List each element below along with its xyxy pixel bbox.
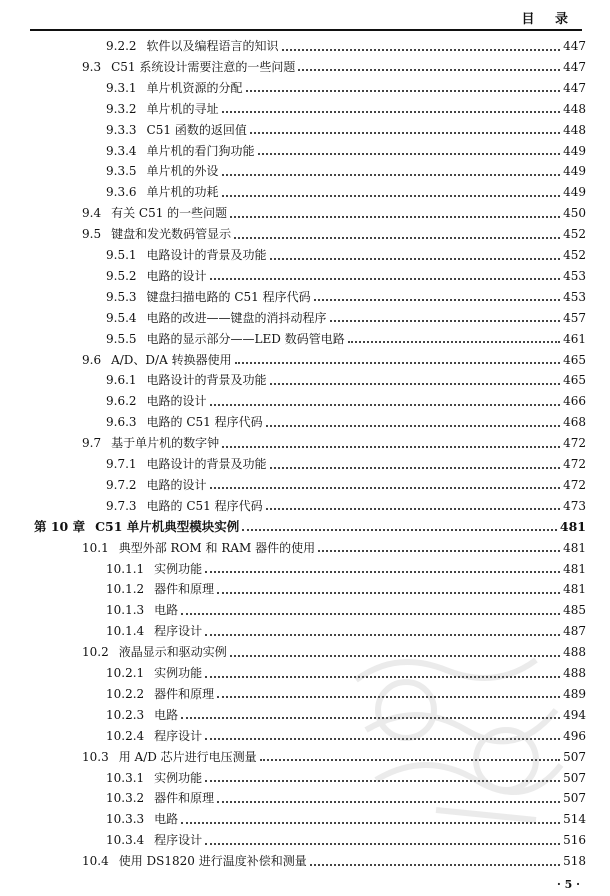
toc-section-entry bbox=[82, 538, 586, 558]
toc-entry-title: 单片机的外设 bbox=[146, 164, 219, 179]
toc-dot-leader bbox=[298, 68, 560, 71]
toc-entry-page: 514 bbox=[563, 812, 586, 827]
toc-entry-number: 10.3 bbox=[82, 749, 109, 764]
toc-dot-leader bbox=[330, 319, 561, 322]
toc-entry-number: 9.3.5 bbox=[106, 164, 137, 179]
toc-entry-page: 472 bbox=[563, 457, 586, 471]
toc-entry-page: 449 bbox=[563, 143, 586, 158]
toc-entry-title: 电路的显示部分——LED 数码管电路 bbox=[146, 331, 345, 346]
toc-entry-number: 10.1 bbox=[82, 540, 109, 555]
toc-entry-page: 453 bbox=[563, 268, 586, 283]
toc-entry-page: 488 bbox=[563, 666, 586, 680]
toc-entry-number: 9.5.4 bbox=[106, 310, 137, 325]
toc-dot-leader bbox=[205, 842, 560, 845]
toc-entry-page: 457 bbox=[563, 310, 586, 325]
toc-dot-leader bbox=[266, 424, 560, 427]
toc-entry-page: 450 bbox=[563, 206, 586, 221]
toc-entry-number: 9.6.2 bbox=[106, 394, 137, 409]
toc-subsection-entry bbox=[106, 370, 586, 390]
toc-subsection-entry bbox=[106, 308, 586, 328]
toc-entry-title: 器件和原理 bbox=[154, 582, 215, 597]
toc-entry-page: 507 bbox=[563, 770, 586, 785]
toc-entry-number: 9.6.3 bbox=[106, 415, 137, 430]
toc-entry-number: 10.1.1 bbox=[106, 561, 145, 576]
toc-entry-page: 447 bbox=[563, 59, 586, 74]
toc-entry-number: 9.6 bbox=[82, 352, 102, 367]
toc-entry-page: 494 bbox=[563, 707, 586, 722]
footer-page-number: · 5 · bbox=[557, 878, 580, 891]
toc-entry-page: 466 bbox=[563, 394, 586, 409]
toc-entry-title: 电路的改进——键盘的消抖动程序 bbox=[146, 310, 327, 325]
toc-dot-leader bbox=[181, 612, 560, 615]
toc-subsection-entry bbox=[106, 579, 586, 599]
toc-entry-title: 程序设计 bbox=[154, 833, 203, 848]
toc-dot-leader bbox=[250, 131, 560, 134]
toc-entry-page: 481 bbox=[559, 518, 586, 534]
toc-chapter-entry bbox=[34, 517, 586, 537]
toc-dot-leader bbox=[266, 507, 560, 510]
toc-subsection-entry bbox=[106, 182, 586, 202]
toc-entry-page: 448 bbox=[563, 101, 586, 116]
toc-entry-number: 10.1.2 bbox=[106, 582, 145, 597]
toc-entry-number: 9.7.1 bbox=[106, 457, 137, 471]
toc-entry-number: 9.3 bbox=[82, 59, 102, 74]
toc-dot-leader bbox=[270, 257, 561, 260]
toc-entry-number: 10.2.4 bbox=[106, 728, 145, 743]
toc-subsection-entry bbox=[106, 559, 586, 579]
toc-dot-leader bbox=[205, 633, 560, 636]
toc-entry-page: 452 bbox=[563, 248, 586, 262]
toc-entry-title: 器件和原理 bbox=[154, 791, 215, 806]
toc-dot-leader bbox=[310, 863, 560, 866]
toc-entry-number: 10.2.3 bbox=[106, 707, 145, 722]
toc-entry-number: 9.5.2 bbox=[106, 268, 137, 283]
toc-entry-number: 9.6.1 bbox=[106, 373, 137, 388]
toc-entry-page: 465 bbox=[563, 373, 586, 388]
toc-entry-title: 程序设计 bbox=[154, 624, 203, 639]
toc-entry-page: 481 bbox=[563, 540, 586, 555]
toc-entry-number: 10.1.3 bbox=[106, 603, 145, 618]
toc-section-entry bbox=[82, 433, 586, 453]
toc-subsection-entry bbox=[106, 245, 586, 265]
toc-entry-page: 516 bbox=[563, 833, 586, 848]
toc-entry-number: 9.3.3 bbox=[106, 122, 137, 137]
toc-entry-title: 使用 DS1820 进行温度补偿和测量 bbox=[118, 854, 307, 869]
toc-entry-page: 481 bbox=[563, 561, 586, 576]
toc-entry-title: 电路的 C51 程序代码 bbox=[146, 415, 263, 430]
toc-entry-title: 实例功能 bbox=[154, 561, 203, 576]
toc-entry-page: 487 bbox=[563, 624, 586, 639]
toc-entry-page: 507 bbox=[563, 749, 586, 764]
toc-subsection-entry bbox=[106, 621, 586, 641]
toc-dot-leader bbox=[318, 549, 560, 552]
toc-dot-leader bbox=[348, 340, 560, 343]
toc-entry-number: 9.5 bbox=[82, 227, 102, 242]
toc-entry-title: 液晶显示和驱动实例 bbox=[118, 645, 227, 660]
toc-entry-title: 键盘扫描电路的 C51 程序代码 bbox=[146, 289, 311, 304]
toc-entry-number: 9.4 bbox=[82, 206, 102, 221]
toc-dot-leader bbox=[314, 298, 560, 301]
toc-entry-title: C51 函数的返回值 bbox=[146, 122, 247, 137]
toc-entry-number: 第 10 章 bbox=[34, 518, 86, 534]
toc-subsection-entry bbox=[106, 266, 586, 286]
header-rule bbox=[30, 29, 582, 31]
toc-entry-page: 452 bbox=[563, 227, 586, 242]
toc-entry-title: 基于单片机的数字钟 bbox=[111, 436, 220, 451]
library-stamp-watermark bbox=[336, 640, 576, 840]
toc-entry-number: 9.7.3 bbox=[106, 498, 137, 513]
toc-entry-title: 电路的设计 bbox=[146, 394, 207, 409]
toc-entry-number: 9.5.1 bbox=[106, 248, 137, 262]
toc-entry-number: 9.2.2 bbox=[106, 39, 137, 53]
toc-entry-number: 10.3.1 bbox=[106, 770, 145, 785]
toc-entry-page: 481 bbox=[563, 582, 586, 597]
toc-dot-leader bbox=[282, 48, 561, 51]
toc-entry-page: 447 bbox=[563, 80, 586, 95]
toc-entry-title: 电路 bbox=[154, 812, 179, 827]
toc-entry-title: 有关 C51 的一些问题 bbox=[111, 206, 228, 221]
toc-entry-page: 472 bbox=[563, 436, 586, 451]
page-header bbox=[0, 0, 610, 30]
toc-entry-title: 实例功能 bbox=[154, 770, 203, 785]
toc-entry-page: 449 bbox=[563, 164, 586, 179]
toc-entry-number: 9.7.2 bbox=[106, 477, 137, 492]
toc-section-entry bbox=[82, 851, 586, 871]
toc-entry-number: 9.5.3 bbox=[106, 289, 137, 304]
toc-entry-page: 485 bbox=[563, 603, 586, 618]
toc-entry-number: 9.3.4 bbox=[106, 143, 137, 158]
toc-entry-number: 10.3.3 bbox=[106, 812, 145, 827]
toc-entry-number: 10.1.4 bbox=[106, 624, 145, 639]
toc-entry-number: 9.3.2 bbox=[106, 101, 137, 116]
toc-dot-leader bbox=[222, 110, 561, 113]
toc-entry-title: 器件和原理 bbox=[154, 686, 215, 701]
header-title: 目 录 bbox=[521, 12, 576, 27]
toc-entry-page: 496 bbox=[563, 728, 586, 743]
toc-entry-title: 典型外部 ROM 和 RAM 器件的使用 bbox=[118, 540, 316, 555]
toc-entry-title: 单片机的看门狗功能 bbox=[146, 143, 255, 158]
toc-entry-title: 电路设计的背景及功能 bbox=[146, 248, 267, 262]
toc-section-entry bbox=[82, 224, 586, 244]
toc-entry-title: 电路 bbox=[154, 707, 179, 722]
toc-entry-title: 程序设计 bbox=[154, 728, 203, 743]
toc-subsection-entry bbox=[106, 475, 586, 495]
toc-section-entry bbox=[82, 57, 586, 77]
toc-entry-number: 10.4 bbox=[82, 854, 109, 869]
toc-entry-page: 449 bbox=[563, 185, 586, 200]
toc-entry-page: 447 bbox=[563, 39, 586, 53]
toc-dot-leader bbox=[210, 277, 561, 280]
toc-dot-leader bbox=[210, 403, 561, 406]
toc-dot-leader bbox=[222, 445, 560, 448]
toc-section-entry bbox=[82, 203, 586, 223]
toc-dot-leader bbox=[270, 466, 561, 469]
toc-subsection-entry bbox=[106, 600, 586, 620]
toc-entry-number: 10.2 bbox=[82, 645, 109, 660]
toc-entry-number: 9.3.6 bbox=[106, 185, 137, 200]
toc-entry-title: 电路设计的背景及功能 bbox=[146, 457, 267, 471]
toc-dot-leader bbox=[246, 89, 561, 92]
toc-entry-title: 单片机的功耗 bbox=[146, 185, 219, 200]
toc-entry-page: 488 bbox=[563, 645, 586, 660]
toc-entry-number: 9.5.5 bbox=[106, 331, 137, 346]
toc-entry-page: 468 bbox=[563, 415, 586, 430]
toc-entry-page: 518 bbox=[563, 854, 586, 869]
toc-entry-title: 实例功能 bbox=[154, 666, 203, 680]
toc-dot-leader bbox=[222, 194, 561, 197]
toc-entry-title: C51 系统设计需要注意的一些问题 bbox=[111, 59, 296, 74]
toc-entry-title: 电路 bbox=[154, 603, 179, 618]
toc-dot-leader bbox=[270, 382, 561, 385]
toc-entry-title: A/D、D/A 转换器使用 bbox=[111, 352, 232, 367]
toc-subsection-entry bbox=[106, 161, 586, 181]
toc-dot-leader bbox=[205, 570, 560, 573]
toc-entry-title: 电路的设计 bbox=[146, 477, 207, 492]
toc-entry-title: 用 A/D 芯片进行电压测量 bbox=[118, 749, 257, 764]
toc-entry-title: 软件以及编程语言的知识 bbox=[146, 39, 279, 53]
toc-entry-page: 453 bbox=[563, 289, 586, 304]
toc-dot-leader bbox=[230, 215, 560, 218]
toc-subsection-entry bbox=[106, 36, 586, 56]
toc-subsection-entry bbox=[106, 287, 586, 307]
toc-entry-number: 9.7 bbox=[82, 436, 102, 451]
toc-entry-title: 电路设计的背景及功能 bbox=[146, 373, 267, 388]
toc-entry-number: 10.2.2 bbox=[106, 686, 145, 701]
toc-entry-title: 电路的设计 bbox=[146, 268, 207, 283]
toc-entry-page: 489 bbox=[563, 686, 586, 701]
toc-entry-title: 单片机资源的分配 bbox=[146, 80, 243, 95]
toc-dot-leader bbox=[258, 152, 561, 155]
toc-entry-title: 电路的 C51 程序代码 bbox=[146, 498, 263, 513]
toc-entry-number: 10.3.4 bbox=[106, 833, 145, 848]
toc-section-entry bbox=[82, 350, 586, 370]
toc-entry-page: 465 bbox=[563, 352, 586, 367]
toc-entry-title: 单片机的寻址 bbox=[146, 101, 219, 116]
toc-dot-leader bbox=[217, 591, 560, 594]
toc-dot-leader bbox=[210, 486, 561, 489]
toc-dot-leader bbox=[222, 173, 561, 176]
toc-subsection-entry bbox=[106, 78, 586, 98]
toc-entry-page: 461 bbox=[563, 331, 586, 346]
toc-dot-leader bbox=[234, 236, 560, 239]
toc-entry-page: 472 bbox=[563, 477, 586, 492]
toc-entry-number: 10.3.2 bbox=[106, 791, 145, 806]
toc-subsection-entry bbox=[106, 329, 586, 349]
toc-entry-page: 507 bbox=[563, 791, 586, 806]
toc-subsection-entry bbox=[106, 496, 586, 516]
toc-entry-number: 9.3.1 bbox=[106, 80, 137, 95]
toc-dot-leader bbox=[242, 528, 557, 531]
toc-entry-number: 10.2.1 bbox=[106, 666, 145, 680]
toc-subsection-entry bbox=[106, 99, 586, 119]
toc-entry-title: C51 单片机典型模块实例 bbox=[95, 518, 240, 534]
toc-subsection-entry bbox=[106, 412, 586, 432]
toc-entry-page: 473 bbox=[563, 498, 586, 513]
toc-subsection-entry bbox=[106, 391, 586, 411]
toc-subsection-entry bbox=[106, 141, 586, 161]
toc-subsection-entry bbox=[106, 454, 586, 474]
toc-entry-page: 448 bbox=[563, 122, 586, 137]
toc-entry-title: 键盘和发光数码管显示 bbox=[111, 227, 232, 242]
toc-dot-leader bbox=[235, 361, 561, 364]
toc-subsection-entry bbox=[106, 120, 586, 140]
